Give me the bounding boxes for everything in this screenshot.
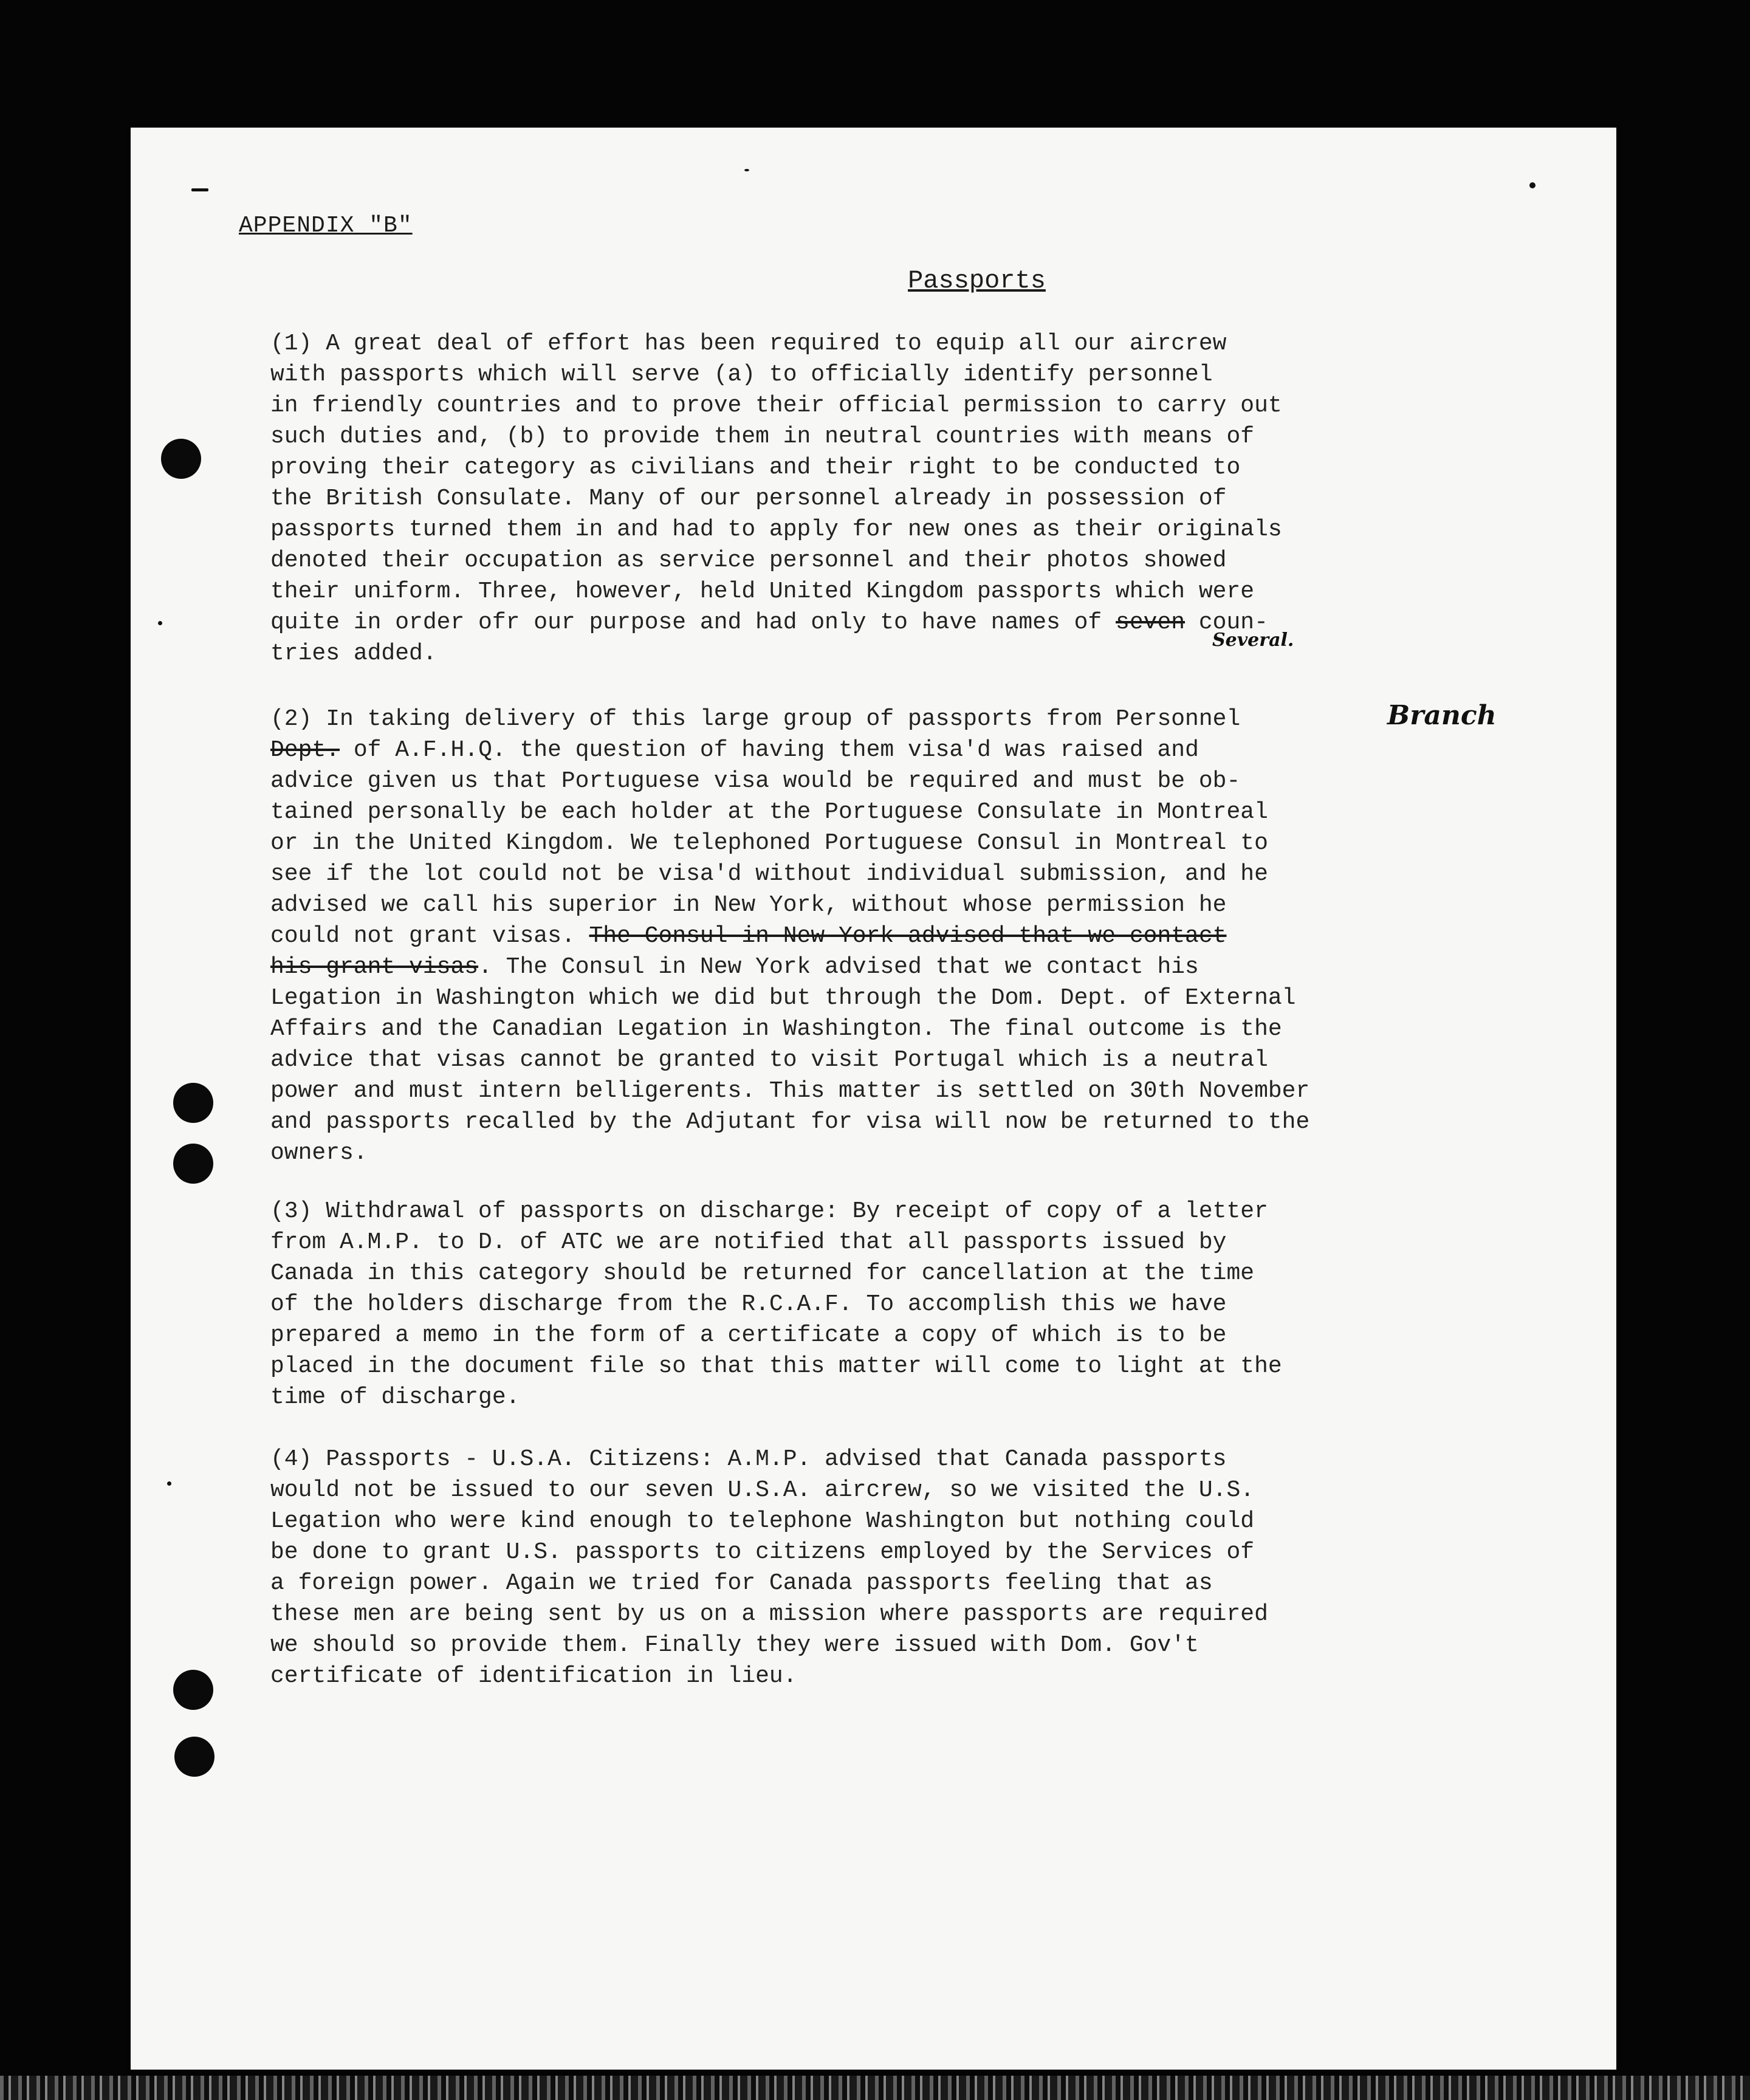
text-line: Legation who were kind enough to telephone Washington but nothing could bbox=[270, 1508, 1255, 1534]
text-segment: of A.F.H.Q. the question of having them visa'd was raised and bbox=[353, 737, 1199, 763]
text-line: these men are being sent by us on a mission where passports are required bbox=[270, 1601, 1268, 1627]
page-title: Passports bbox=[908, 266, 1046, 295]
punch-hole-2 bbox=[173, 1083, 213, 1123]
paragraph-4 bbox=[270, 1444, 1546, 1692]
text-line: (3) Withdrawal of passports on discharge: By receipt of copy of a letter bbox=[270, 1198, 1268, 1224]
text-line: see if the lot could not be visa'd without individual submission, and he bbox=[270, 861, 1268, 887]
text-line: time of discharge. bbox=[270, 1384, 520, 1410]
struck-sentence: The Consul in New York advised that we contact bbox=[589, 923, 1227, 949]
text-line: tries added. bbox=[270, 640, 437, 667]
text-line: in friendly countries and to prove their official permission to carry out bbox=[270, 393, 1282, 419]
handwritten-correction-several: Several. bbox=[1212, 630, 1294, 651]
text-line: advice that visas cannot be granted to visit Portugal which is a neutral bbox=[270, 1047, 1268, 1073]
text-line: with passports which will serve (a) to officially identify personnel bbox=[270, 362, 1213, 388]
text-line: (2) In taking delivery of this large group of passports from Personnel bbox=[270, 706, 1241, 732]
punch-hole-3 bbox=[173, 1144, 213, 1184]
handwritten-correction-branch: Branch bbox=[1387, 700, 1497, 731]
text-line: advised we call his superior in New York, without whose permission he bbox=[270, 892, 1227, 918]
film-edge bbox=[0, 2076, 1750, 2100]
text-line: and passports recalled by the Adjutant for visa will now be returned to the bbox=[270, 1109, 1310, 1135]
text-line-with-strike bbox=[270, 607, 1546, 638]
speck bbox=[158, 621, 162, 625]
text-line: proving their category as civilians and their right to be conducted to bbox=[270, 455, 1241, 481]
text-line: prepared a memo in the form of a certificate a copy of which is to be bbox=[270, 1322, 1227, 1348]
speck bbox=[167, 1481, 171, 1486]
struck-word: Dept. bbox=[270, 737, 340, 763]
text-line: certificate of identification in lieu. bbox=[270, 1663, 797, 1689]
punch-hole-1 bbox=[161, 439, 201, 479]
text-line: (4) Passports - U.S.A. Citizens: A.M.P. advised that Canada passports bbox=[270, 1446, 1227, 1472]
text-line: power and must intern belligerents. This matter is settled on 30th November bbox=[270, 1078, 1310, 1104]
text-line: denoted their occupation as service personnel and their photos showed bbox=[270, 547, 1227, 574]
text-line: be done to grant U.S. passports to citizens employed by the Services of bbox=[270, 1539, 1255, 1565]
speck bbox=[191, 188, 208, 191]
text-line-with-strike bbox=[270, 952, 1546, 983]
text-line: would not be issued to our seven U.S.A. aircrew, so we visited the U.S. bbox=[270, 1477, 1255, 1503]
text-line: such duties and, (b) to provide them in neutral countries with means of bbox=[270, 424, 1255, 450]
text-line: the British Consulate. Many of our personnel already in possession of bbox=[270, 486, 1227, 512]
text-line: passports turned them in and had to apply for new ones as their originals bbox=[270, 516, 1282, 543]
text-segment: coun- bbox=[1185, 609, 1268, 636]
struck-word: seven bbox=[1116, 609, 1186, 636]
text-line: Legation in Washington which we did but through the Dom. Dept. of External bbox=[270, 985, 1296, 1011]
document-page bbox=[131, 128, 1616, 2070]
text-line: or in the United Kingdom. We telephoned Portuguese Consul in Montreal to bbox=[270, 830, 1268, 856]
text-line: owners. bbox=[270, 1140, 368, 1166]
text-line: Canada in this category should be returned for cancellation at the time bbox=[270, 1260, 1255, 1286]
punch-hole-5 bbox=[174, 1737, 214, 1777]
paragraph-3 bbox=[270, 1196, 1546, 1413]
text-line: a foreign power. Again we tried for Canada passports feeling that as bbox=[270, 1570, 1213, 1596]
speck bbox=[1529, 182, 1536, 188]
text-segment: . The Consul in New York advised that we contact his bbox=[478, 954, 1199, 980]
text-line: placed in the document file so that this matter will come to light at the bbox=[270, 1353, 1282, 1379]
text-line: their uniform. Three, however, held United Kingdom passports which were bbox=[270, 578, 1255, 605]
text-line: (1) A great deal of effort has been required to equip all our aircrew bbox=[270, 331, 1227, 357]
speck bbox=[744, 169, 749, 171]
struck-phrase: his grant visas bbox=[270, 954, 479, 980]
punch-hole-4 bbox=[173, 1670, 213, 1710]
text-line: advice given us that Portuguese visa would be required and must be ob- bbox=[270, 768, 1241, 794]
text-line-with-strike bbox=[270, 921, 1546, 952]
text-segment: quite in order ofr our purpose and had only to have names of bbox=[270, 609, 1102, 636]
text-line: tained personally be each holder at the Portuguese Consulate in Montreal bbox=[270, 799, 1268, 825]
paragraph-1 bbox=[270, 328, 1546, 669]
text-line-with-strike bbox=[270, 735, 1546, 766]
appendix-heading: APPENDIX "B" bbox=[239, 213, 413, 239]
text-line: Affairs and the Canadian Legation in Washington. The final outcome is the bbox=[270, 1016, 1282, 1042]
paragraph-2 bbox=[270, 704, 1546, 1168]
text-segment: could not grant visas. bbox=[270, 923, 575, 949]
text-line: from A.M.P. to D. of ATC we are notified that all passports issued by bbox=[270, 1229, 1227, 1255]
text-line: of the holders discharge from the R.C.A.F. To accomplish this we have bbox=[270, 1291, 1227, 1317]
text-line: we should so provide them. Finally they were issued with Dom. Gov't bbox=[270, 1632, 1199, 1658]
